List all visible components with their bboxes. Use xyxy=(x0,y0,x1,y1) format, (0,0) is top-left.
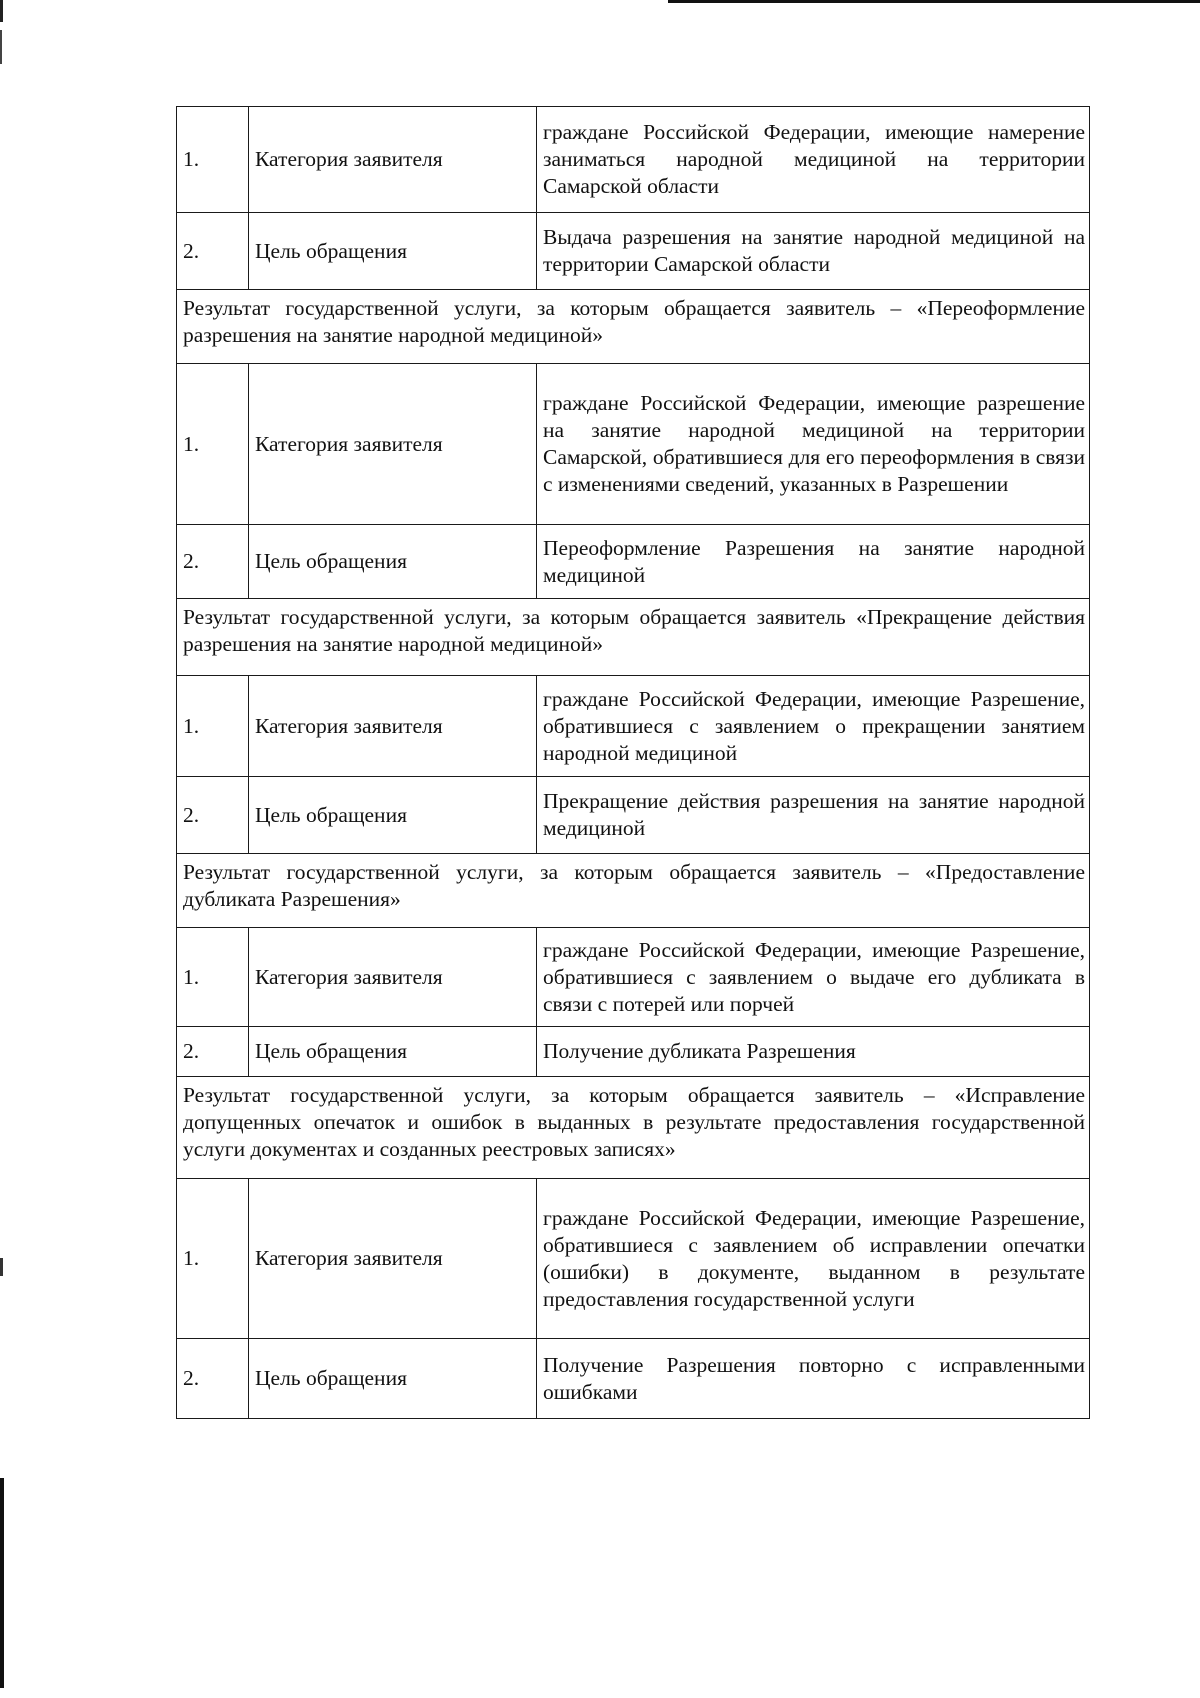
scan-edge-mark-top xyxy=(668,0,1200,3)
row-label: Категория заявителя xyxy=(249,1179,537,1338)
table-row xyxy=(177,676,1089,777)
row-number: 2. xyxy=(177,777,249,853)
row-number: 2. xyxy=(177,213,249,289)
row-number: 1. xyxy=(177,928,249,1026)
row-number: 2. xyxy=(177,525,249,598)
section-heading-text: Результат государственной услуги, за которым обращается заявитель – «Исправление допущенных опечаток и ошибок в выданных в результате предоставления государственной услуги документах и созданных реестровых записях» xyxy=(183,1083,1085,1161)
section-heading xyxy=(177,1077,1089,1179)
row-label: Цель обращения xyxy=(249,1027,537,1076)
row-label: Категория заявителя xyxy=(249,364,537,524)
row-label: Цель обращения xyxy=(249,777,537,853)
table-row xyxy=(177,1339,1089,1419)
scan-edge-mark-left-small xyxy=(0,1258,3,1276)
row-label: Категория заявителя xyxy=(249,107,537,212)
row-label: Категория заявителя xyxy=(249,676,537,776)
row-number: 2. xyxy=(177,1027,249,1076)
row-value: граждане Российской Федерации, имеющие Разрешение, обратившиеся с заявлением об исправлении опечатки (ошибки) в документе, выданном в результате предоставления государственной услуги xyxy=(543,1205,1085,1311)
row-value: граждане Российской Федерации, имеющие намерение заниматься народной медициной на территории Самарской области xyxy=(543,120,1085,198)
table-row xyxy=(177,1179,1089,1339)
row-value: Выдача разрешения на занятие народной медициной на территории Самарской области xyxy=(543,225,1085,276)
row-number: 1. xyxy=(177,107,249,212)
row-value: Получение Разрешения повторно с исправленными ошибками xyxy=(543,1352,1085,1404)
table-row xyxy=(177,777,1089,854)
table-row xyxy=(177,364,1089,525)
row-value: Получение дубликата Разрешения xyxy=(543,1039,856,1063)
row-number: 1. xyxy=(177,1179,249,1338)
row-value: Прекращение действия разрешения на занятие народной медициной xyxy=(543,789,1085,840)
section-heading-text: Результат государственной услуги, за которым обращается заявитель «Прекращение действия разрешения на занятие народной медициной» xyxy=(183,605,1085,656)
table-row xyxy=(177,1027,1089,1077)
row-value: граждане Российской Федерации, имеющие Разрешение, обратившиеся с заявлением о прекращении занятием народной медициной xyxy=(543,686,1085,765)
service-result-table xyxy=(176,106,1090,1419)
row-label: Цель обращения xyxy=(249,213,537,289)
row-number: 1. xyxy=(177,364,249,524)
row-number: 2. xyxy=(177,1339,249,1418)
row-label: Цель обращения xyxy=(249,525,537,598)
section-heading-text: Результат государственной услуги, за которым обращается заявитель – «Переоформление разрешения на занятие народной медициной» xyxy=(183,296,1085,347)
table-row xyxy=(177,213,1089,290)
scan-edge-mark-left-top xyxy=(0,0,3,22)
section-heading xyxy=(177,854,1089,928)
section-heading xyxy=(177,290,1089,364)
row-value: граждане Российской Федерации, имеющие разрешение на занятие народной медициной на территории Самарской, обратившиеся для его переоформления в связи с изменениями сведений, указанных в Разрешении xyxy=(543,391,1085,496)
row-value: Переоформление Разрешения на занятие народной медициной xyxy=(543,535,1085,587)
table-row xyxy=(177,107,1089,213)
table-row xyxy=(177,525,1089,599)
scan-edge-mark-left-bottom xyxy=(0,1478,4,1688)
row-label: Цель обращения xyxy=(249,1339,537,1418)
section-heading xyxy=(177,599,1089,676)
row-number: 1. xyxy=(177,676,249,776)
table-row xyxy=(177,928,1089,1027)
scan-edge-mark-left-mid xyxy=(0,30,2,64)
row-label: Категория заявителя xyxy=(249,928,537,1026)
section-heading-text: Результат государственной услуги, за которым обращается заявитель – «Предоставление дубликата Разрешения» xyxy=(183,860,1085,911)
row-value: граждане Российской Федерации, имеющие Разрешение, обратившиеся с заявлением о выдаче его дубликата в связи с потерей или порчей xyxy=(543,937,1085,1016)
